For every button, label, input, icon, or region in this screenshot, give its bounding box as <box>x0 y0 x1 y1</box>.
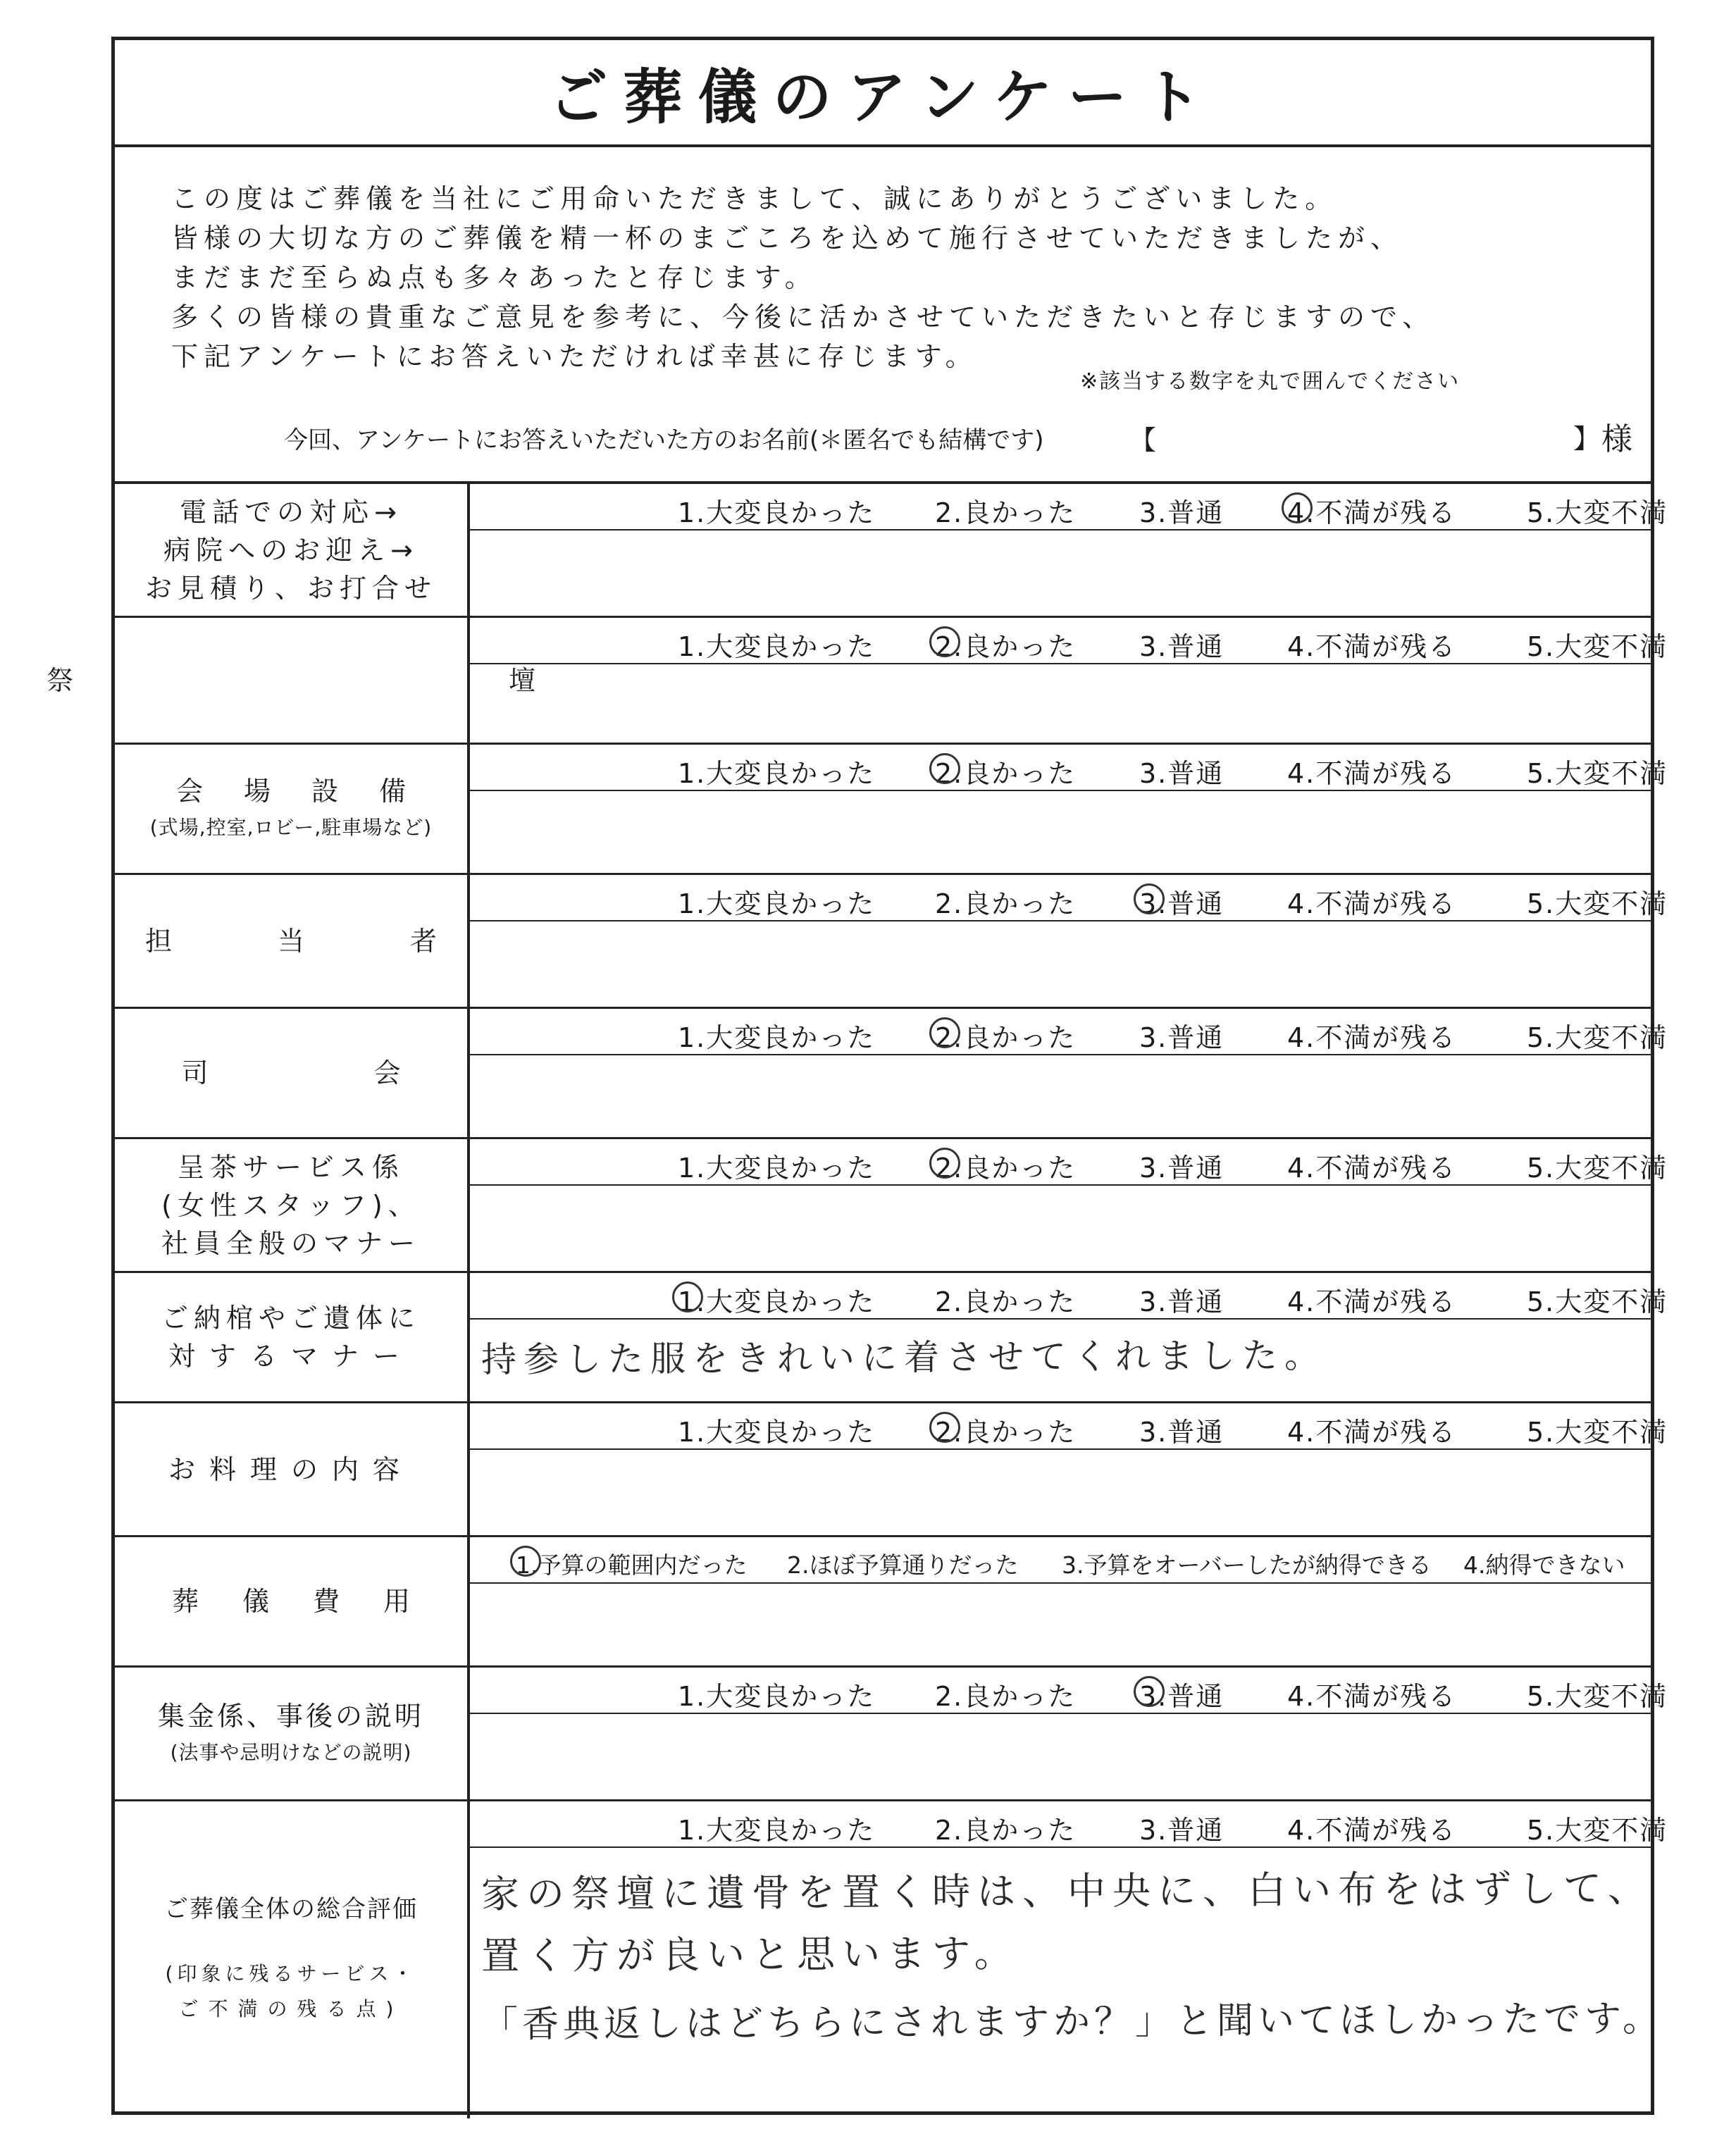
rating-option-4[interactable]: 4.不満が残る <box>1287 1815 1457 1846</box>
cost-option-4[interactable]: 4.納得できない <box>1463 1551 1625 1579</box>
row-sublabel: (印象に残るサービス・ <box>165 1961 417 1985</box>
rating-options <box>470 875 1668 921</box>
row-label-line: お見積り、お打合せ <box>144 572 437 604</box>
rating-options <box>470 1403 1668 1450</box>
row-label <box>115 1009 566 1137</box>
rating-option-1[interactable]: 1.大変良かった <box>678 1815 876 1846</box>
row-label <box>115 1537 467 1665</box>
row-label <box>115 875 543 1007</box>
row-sublabel: (式場,控室,ロビー,駐車場など) <box>149 816 433 839</box>
rating-option-3[interactable]: 3.普通 <box>1139 631 1224 662</box>
row-label <box>115 1403 467 1535</box>
selection-circle <box>929 1017 960 1048</box>
row-label-line: 祭 壇 <box>46 664 740 696</box>
rating-option-5[interactable]: 5.大変不満 <box>1527 1815 1668 1846</box>
rating-option-5[interactable]: 5.大変不満 <box>1527 1681 1668 1712</box>
row-label-line: 集金係、事後の説明 <box>157 1700 424 1732</box>
row-label-line: 葬儀費用 <box>171 1586 454 1617</box>
survey-row-food <box>115 1403 1668 1537</box>
rating-option-3[interactable]: 3.普通 <box>1139 1681 1224 1712</box>
rating-option-4[interactable]: 4.不満が残る <box>1287 631 1457 662</box>
selection-circle <box>929 1412 960 1443</box>
rating-option-3[interactable]: 3.普通 <box>1139 1022 1224 1053</box>
row-label-line: ご葬儀全体の総合評価 <box>164 1894 418 1923</box>
rating-option-3[interactable]: 3.普通 <box>1139 1417 1224 1448</box>
rating-option-2[interactable]: 2.良かった <box>935 758 1077 789</box>
row-label <box>115 745 467 873</box>
cost-option-2[interactable]: 2.ほぼ予算通りだった <box>787 1551 1019 1579</box>
row-label <box>115 1668 467 1799</box>
row-label-line: 社員全般のマナー <box>161 1227 421 1259</box>
intro-line: この度はご葬儀を当社にご用命いただきまして、誠にありがとうございました。 <box>171 183 1338 214</box>
row-label <box>115 1801 467 2115</box>
intro-section <box>115 147 1651 484</box>
rating-option-1[interactable]: 1.大変良かった <box>678 1417 876 1448</box>
row-label <box>115 1139 467 1271</box>
rating-option-4[interactable]: 4.不満が残る <box>1287 1153 1457 1184</box>
rating-options <box>470 1139 1668 1186</box>
rating-option-2[interactable]: 2.良かった <box>935 888 1077 919</box>
rating-option-3[interactable]: 3.普通 <box>1139 1153 1224 1184</box>
rating-option-2[interactable]: 2.良かった <box>935 1815 1077 1846</box>
rating-options <box>470 1801 1668 1848</box>
rating-options <box>470 1273 1668 1320</box>
selection-circle <box>1282 492 1313 523</box>
survey-row-staff <box>115 875 1668 1009</box>
page-title: ご葬儀のアンケート <box>548 62 1217 132</box>
rating-options <box>470 1668 1668 1714</box>
rating-option-3[interactable]: 3.普通 <box>1139 497 1224 528</box>
rating-option-1[interactable]: 1.大変良かった <box>678 758 876 789</box>
survey-sheet <box>46 37 1668 2115</box>
rating-option-1[interactable]: 1.大変良かった <box>678 1286 876 1317</box>
handwritten-comment: 「香典返しはどちらにされますか？」と聞いてほしかったです。 <box>480 1997 1664 2047</box>
rating-option-5[interactable]: 5.大変不満 <box>1527 1417 1668 1448</box>
name-bracket-open: 【 <box>1129 425 1157 456</box>
row-label-line: 電話での対応→ <box>180 496 402 528</box>
rating-option-5[interactable]: 5.大変不満 <box>1527 497 1668 528</box>
survey-row-altar <box>46 618 1668 745</box>
cost-options <box>470 1537 1651 1584</box>
rating-option-2[interactable]: 2.良かった <box>935 631 1077 662</box>
cost-option-1[interactable]: 1.予算の範囲内だった <box>516 1551 748 1579</box>
selection-circle <box>1134 1676 1165 1707</box>
survey-row-venue <box>115 745 1668 875</box>
row-sublabel: ご不満の残る点) <box>178 1997 404 2021</box>
selection-circle <box>929 753 960 784</box>
rating-option-5[interactable]: 5.大変不満 <box>1527 758 1668 789</box>
row-label-line: 担当者 <box>145 925 543 957</box>
cost-option-3[interactable]: 3.予算をオーバーしたが納得できる <box>1062 1551 1432 1579</box>
rating-option-2[interactable]: 2.良かった <box>935 1022 1077 1053</box>
selection-circle <box>929 1148 960 1179</box>
rating-option-1[interactable]: 1.大変良かった <box>678 631 876 662</box>
row-label-line: 司会 <box>181 1057 566 1088</box>
survey-row-cost <box>115 1537 1651 1668</box>
rating-option-2[interactable]: 2.良かった <box>935 1681 1077 1712</box>
rating-option-4[interactable]: 4.不満が残る <box>1287 1417 1457 1448</box>
row-label-line: お料理の内容 <box>168 1453 414 1485</box>
rating-options <box>470 618 1668 664</box>
rating-option-5[interactable]: 5.大変不満 <box>1527 1286 1668 1317</box>
intro-line: 下記アンケートにお答えいただければ幸甚に存じます。 <box>171 341 978 372</box>
row-label-line: 病院へのお迎え→ <box>163 534 418 566</box>
title-box <box>115 40 1651 147</box>
rating-option-2[interactable]: 2.良かった <box>935 1417 1077 1448</box>
survey-row-overall <box>115 1801 1668 2115</box>
rating-option-4[interactable]: 4.不満が残る <box>1287 497 1457 528</box>
rating-option-2[interactable]: 2.良かった <box>935 1286 1077 1317</box>
rating-options <box>470 1009 1668 1055</box>
rating-option-4[interactable]: 4.不満が残る <box>1287 758 1457 789</box>
survey-row-mc <box>115 1009 1668 1139</box>
rating-option-5[interactable]: 5.大変不満 <box>1527 631 1668 662</box>
handwritten-comment: 家の祭壇に遺骨を置く時は、中央に、白い布をはずして、 <box>480 1866 1654 1917</box>
rating-options <box>470 484 1668 530</box>
rating-option-5[interactable]: 5.大変不満 <box>1527 1153 1668 1184</box>
row-label-line: 会場設備 <box>175 776 447 807</box>
name-suffix: 様 <box>1601 421 1632 457</box>
rating-option-4[interactable]: 4.不満が残る <box>1287 1022 1457 1053</box>
selection-circle <box>1134 883 1165 914</box>
rating-option-3[interactable]: 3.普通 <box>1139 1815 1224 1846</box>
row-label-line: 呈茶サービス係 <box>177 1151 404 1183</box>
rating-option-2[interactable]: 2.良かった <box>935 497 1077 528</box>
name-label: 今回、アンケートにお答えいただいた方のお名前(＊匿名でも結構です) <box>284 426 1044 454</box>
survey-row-encoffining <box>115 1273 1668 1403</box>
row-label <box>46 618 740 743</box>
rating-option-4[interactable]: 4.不満が残る <box>1287 1286 1457 1317</box>
row-label-line: ご納棺やご遺体に <box>161 1303 421 1334</box>
rating-option-4[interactable]: 4.不満が残る <box>1287 888 1457 919</box>
rating-option-2[interactable]: 2.良かった <box>935 1153 1077 1184</box>
rating-option-3[interactable]: 3.普通 <box>1139 758 1224 789</box>
rating-option-1[interactable]: 1.大変良かった <box>678 1022 876 1053</box>
survey-row-tea-service <box>115 1139 1668 1273</box>
survey-row-phone <box>115 484 1668 618</box>
row-label-line: (女性スタッフ)、 <box>161 1189 421 1221</box>
selection-circle <box>672 1281 703 1312</box>
rating-option-1[interactable]: 1.大変良かった <box>678 1153 876 1184</box>
intro-line: 多くの皆様の貴重なご意見を参考に、今後に活かさせていただきたいと存じますので、 <box>171 302 1435 333</box>
instruction-note: ※該当する数字を丸で囲んでください <box>1080 369 1461 394</box>
survey-row-payment <box>115 1668 1668 1801</box>
name-bracket-close: 】 <box>1573 423 1601 454</box>
rating-option-1[interactable]: 1.大変良かった <box>678 1681 876 1712</box>
selection-circle <box>929 626 960 657</box>
rating-option-1[interactable]: 1.大変良かった <box>678 888 876 919</box>
rating-option-5[interactable]: 5.大変不満 <box>1527 888 1668 919</box>
handwritten-comment: 置く方が良いと思います。 <box>480 1931 1019 1978</box>
intro-line: まだまだ至らぬ点も多々あったと存じます。 <box>171 262 817 293</box>
row-label <box>115 484 467 616</box>
rating-option-1[interactable]: 1.大変良かった <box>678 497 876 528</box>
rating-option-3[interactable]: 3.普通 <box>1139 1286 1224 1317</box>
row-label-line: 対するマナー <box>168 1341 414 1372</box>
handwritten-comment: 持参した服をきれいに着させてくれました。 <box>480 1334 1327 1381</box>
rating-option-3[interactable]: 3.普通 <box>1139 888 1224 919</box>
rating-option-4[interactable]: 4.不満が残る <box>1287 1681 1457 1712</box>
row-sublabel: (法事や忌明けなどの説明) <box>170 1740 412 1764</box>
intro-line: 皆様の大切な方のご葬儀を精一杯のまごころを込めて施行させていただきましたが、 <box>171 223 1403 254</box>
rating-option-5[interactable]: 5.大変不満 <box>1527 1022 1668 1053</box>
selection-circle <box>510 1546 541 1577</box>
row-label <box>115 1273 467 1401</box>
rating-options <box>470 745 1668 791</box>
